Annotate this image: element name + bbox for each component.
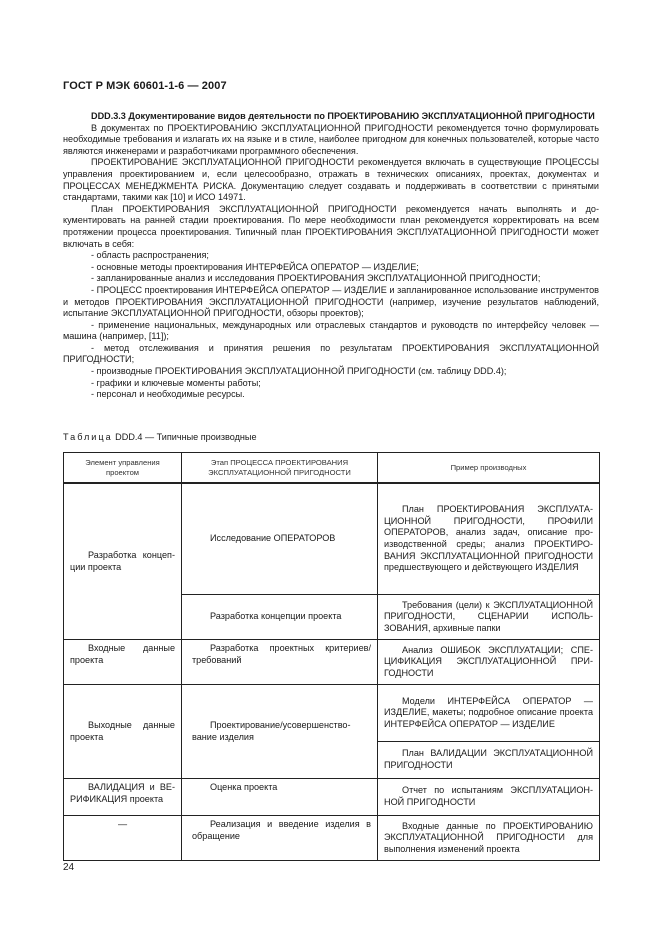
table-header-row (64, 453, 600, 484)
cell-example: Отчет по испытаниям ЭКСПЛУАТАЦИОННОЙ ПРИГОДНОСТИ (378, 779, 600, 816)
cell-example: План ВАЛИДАЦИИ ЭКСПЛУАТАЦИОННОЙ ПРИГОДНОСТИ (378, 742, 600, 779)
cell-stage: Разработка концепции проекта (182, 595, 378, 640)
paragraph: В документах по ПРОЕКТИРОВАНИЮ ЭКСПЛУАТАЦИОННОЙ ПРИГОДНОСТИ рекомендуется точно формулировать необходимые требования и излагать их на языке и в стиле, наиболее пригодном для конечных пользователей, которые часто являются инженерами и разработчиками программного обеспечения. (63, 122, 599, 156)
section-body (63, 111, 599, 401)
section-heading: DDD.3.3 Документирование видов деятельности по ПРОЕКТИРОВАНИЮ ЭКСПЛУАТАЦИОННОЙ ПРИГОДНОСТИ (91, 111, 595, 121)
table-caption-title: DDD.4 — Типичные производные (112, 432, 257, 442)
page-number: 24 (63, 862, 75, 873)
derivatives-table (63, 452, 600, 861)
table-row (64, 685, 600, 742)
list-item: - основные методы проектирования ИНТЕРФЕЙСА ОПЕРАТОР — ИЗДЕЛИЕ; (91, 261, 419, 272)
cell-example: Входные данные по ПРОЕКТИРОВАНИЮ ЭКСПЛУАТАЦИОННОЙ ПРИГОДНОСТИ для выполнения изменений проекта (378, 816, 600, 861)
table-row (64, 483, 600, 595)
cell-element: — (64, 816, 182, 861)
cell-example: Анализ ОШИБОК ЭКСПЛУАТАЦИИ; СПЕЦИФИКАЦИЯ ЭКСПЛУАТАЦИОННОЙ ПРИГОДНОСТИ (378, 640, 600, 685)
list-item: - производные ПРОЕКТИРОВАНИЯ ЭКСПЛУАТАЦИОННОЙ ПРИГОДНОСТИ (см. таблицу DDD.4); (91, 366, 507, 377)
cell-stage: Проектирование/усовершенствование изделия (182, 685, 378, 779)
cell-example: План ПРОЕКТИРОВАНИЯ ЭКСПЛУАТАЦИОННОЙ ПРИГОДНОСТИ, ПРОФИЛИ ОПЕРАТОРОВ, анализ задач, описание производственной среды; анализ ПРОЕКТИРОВАНИЯ ЭКСПЛУАТАЦИОННОЙ ПРИГОДНОСТИ предшествующего и действующего ИЗДЕЛИЯ (378, 483, 600, 595)
table-row (64, 779, 600, 816)
document-header: ГОСТ Р МЭК 60601-1-6 — 2007 (63, 80, 227, 92)
list-item: - графики и ключевые моменты работы; (91, 377, 261, 388)
list-item: - метод отслеживания и принятия решения по результатам ПРОЕКТИРОВАНИЯ ЭКСПЛУАТАЦИОННОЙ ПРИГОДНОСТИ; (63, 342, 599, 365)
cell-stage: Оценка проекта (182, 779, 378, 816)
list-item: - персонал и необходимые ресурсы. (91, 389, 245, 400)
cell-element: Разработка концепции проекта (64, 483, 182, 640)
cell-element: Входные данные проекта (64, 640, 182, 685)
table-row (64, 640, 600, 685)
column-header-stage: Этап ПРОЦЕССА ПРОЕКТИРОВАНИЯ ЭКСПЛУАТАЦИОННОЙ ПРИГОДНОСТИ (182, 453, 378, 484)
list-item: - применение национальных, международных или отраслевых стандартов и руководств по интерфейсу человек — машина (например, [11]); (63, 319, 599, 342)
cell-example: Требования (цели) к ЭКСПЛУАТАЦИОННОЙ ПРИГОДНОСТИ, СЦЕНАРИИ ИСПОЛЬЗОВАНИЯ, архивные папки (378, 595, 600, 640)
paragraph: План ПРОЕКТИРОВАНИЯ ЭКСПЛУАТАЦИОННОЙ ПРИГОДНОСТИ рекомендуется начать выполнять и документировать на ранней стадии проектирования. По мере необходимости план рекомендуется корректировать на всем протяжении процесса проектирования. Типичный план ПРОЕКТИРОВАНИЯ ЭКСПЛУАТАЦИОННОЙ ПРИГОДНОСТИ может включать в себя: (63, 203, 599, 249)
cell-element: ВАЛИДАЦИЯ и ВЕРИФИКАЦИЯ проекта (64, 779, 182, 816)
cell-example: Модели ИНТЕРФЕЙСА ОПЕРАТОР — ИЗДЕЛИЕ, макеты; подробное описание проекта ИНТЕРФЕЙСА ОПЕРАТОР — ИЗДЕЛИЕ (378, 685, 600, 742)
table-row (64, 816, 600, 861)
table-caption (63, 432, 257, 442)
cell-stage: Разработка проектных критериев/требований (182, 640, 378, 685)
list-item: - ПРОЦЕСС проектирования ИНТЕРФЕЙСА ОПЕРАТОР — ИЗДЕЛИЕ и запланированное использование инструментов и методов ПРОЕКТИРОВАНИЯ ЭКСПЛУАТАЦИОННОЙ ПРИГОДНОСТИ (например, изучение результатов наблюдений, испытание ЭКСПЛУАТАЦИОННОЙ ПРИГОДНОСТИ, обзоры проектов); (63, 284, 599, 319)
column-header-example: Пример производных (378, 453, 600, 484)
list-item: - запланированные анализ и исследования ПРОЕКТИРОВАНИЯ ЭКСПЛУАТАЦИОННОЙ ПРИГОДНОСТИ; (91, 273, 541, 284)
cell-stage: Исследование ОПЕРАТОРОВ (182, 483, 378, 595)
cell-stage: Реализация и введение изделия в обращение (182, 816, 378, 861)
cell-element: Выходные данные проекта (64, 685, 182, 779)
list-item: - область распространения; (91, 250, 209, 261)
paragraph: ПРОЕКТИРОВАНИЕ ЭКСПЛУАТАЦИОННОЙ ПРИГОДНОСТИ рекомендуется включать в существующие ПРОЦЕССЫ управления проектированием и, если целесообразно, отражать в технических описаниях, проектах, документах и ПРОЦЕССАХ МЕНЕДЖМЕНТА РИСКА. Документацию следует создавать и поддерживать в соответствии с принятыми стандартами, такими как [10] и ИСО 14971. (63, 157, 599, 203)
column-header-element: Элемент управления проектом (64, 453, 182, 484)
table-caption-prefix: Таблица (63, 432, 113, 442)
